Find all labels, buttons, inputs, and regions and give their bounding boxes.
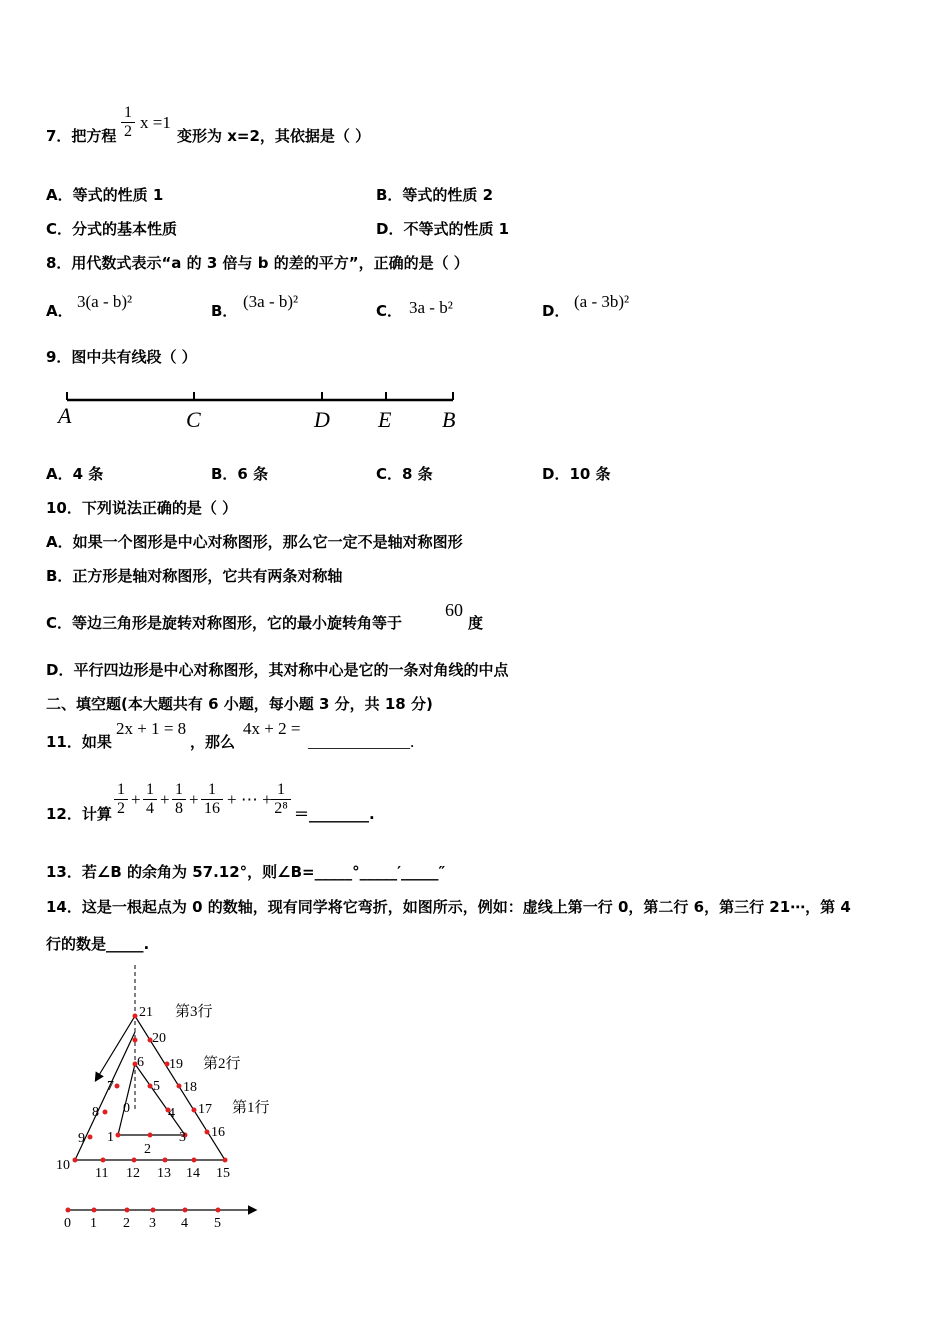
dot-6 <box>133 1038 138 1043</box>
q13-text: 13．若∠B 的余角为 57.12°，则∠B=_____°_____′_____″ <box>46 863 446 881</box>
q12-term-1 <box>114 781 128 818</box>
dot-11 <box>101 1158 106 1163</box>
q9-option-d: D．10 条 <box>542 465 611 483</box>
q9-segment-figure <box>50 385 470 435</box>
axis-tick-4: 4 <box>181 1216 188 1231</box>
q9-option-a: A．4 条 <box>46 465 104 483</box>
axis-dot-0 <box>66 1208 71 1213</box>
axis-tick-1: 1 <box>90 1216 97 1231</box>
axis-tick-3: 3 <box>149 1216 156 1231</box>
q9-option-c: C．8 条 <box>376 465 433 483</box>
q7-fraction <box>121 104 135 141</box>
dot-7 <box>115 1084 120 1089</box>
axis-dot-4 <box>183 1208 188 1213</box>
label-20: 20 <box>152 1031 166 1046</box>
dot-10 <box>73 1158 78 1163</box>
q11-mid: ，那么 <box>190 733 236 751</box>
label-13: 13 <box>157 1166 171 1181</box>
q10-option-a: A．如果一个图形是中心对称图形，那么它一定不是轴对称图形 <box>46 533 463 551</box>
q12-prefix: 12．计算 <box>46 805 112 823</box>
q9-stem: 9．图中共有线段（ ） <box>46 348 197 366</box>
q12-term-2-numerator: 1 <box>146 781 154 798</box>
dot-13 <box>163 1158 168 1163</box>
dot-17 <box>192 1108 197 1113</box>
label-9: 9 <box>78 1131 85 1146</box>
label-1: 1 <box>107 1130 114 1145</box>
axis-dot-5 <box>216 1208 221 1213</box>
q8-stem: 8．用代数式表示“a 的 3 倍与 b 的差的平方”，正确的是（ ） <box>46 254 469 272</box>
q8-expr-a: 3(a - b)² <box>77 292 133 311</box>
label-10: 10 <box>56 1158 70 1173</box>
q14-folded-number-line-figure <box>50 960 310 1235</box>
q11-expr-1: 2x + 1 = 8 <box>116 719 187 738</box>
q7-expression: x =1 <box>140 113 171 132</box>
label-12: 12 <box>126 1166 140 1181</box>
q7-option-a: A．等式的性质 1 <box>46 186 164 204</box>
dot-14 <box>192 1158 197 1163</box>
q14-line-1: 14．这是一根起点为 0 的数轴，现有同学将它弯折，如图所示，例如：虚线上第一行 0，第二行 6，第三行 21⋯，第 4 <box>46 898 851 916</box>
q12-plus-2: + <box>160 790 170 809</box>
q12-term-3 <box>172 781 186 818</box>
dot-18 <box>177 1084 182 1089</box>
q7-fraction-numerator: 1 <box>124 104 132 121</box>
label-17: 17 <box>198 1102 212 1117</box>
label-2: 2 <box>144 1142 151 1157</box>
q9-option-b: B．6 条 <box>211 465 269 483</box>
q12-equals-blank: ＝________. <box>294 805 375 823</box>
q7-option-d: D．不等式的性质 1 <box>376 220 510 238</box>
dot-8 <box>103 1110 108 1115</box>
dot-9 <box>88 1135 93 1140</box>
label-6: 6 <box>137 1055 144 1070</box>
q8-label-b: B． <box>211 302 238 320</box>
q8-label-c: C． <box>376 302 403 320</box>
label-0: 0 <box>123 1101 130 1116</box>
q10-option-c-value: 60 <box>445 600 463 620</box>
q11-expr-2: 4x + 2 = <box>243 719 301 738</box>
axis-dot-3 <box>151 1208 156 1213</box>
q12-term-4 <box>201 781 223 818</box>
dot-16 <box>205 1130 210 1135</box>
q12-dots: + ⋯ + <box>227 790 272 809</box>
q7-option-c: C．分式的基本性质 <box>46 220 178 238</box>
q9-point-b: B <box>442 407 456 432</box>
q10-option-c: C．等边三角形是旋转对称图形，它的最小旋转角等于 <box>46 614 403 632</box>
label-7: 7 <box>107 1079 114 1094</box>
q9-point-c: C <box>186 407 201 432</box>
q9-point-e: E <box>378 407 392 432</box>
q12-term-4-numerator: 1 <box>208 781 216 798</box>
row-label-1: 第1行 <box>232 1100 270 1116</box>
q12-term-2 <box>143 781 157 818</box>
dot-5 <box>148 1084 153 1089</box>
q8-label-d: D． <box>542 302 570 320</box>
dot-12 <box>132 1158 137 1163</box>
label-8: 8 <box>92 1105 99 1120</box>
q9-point-d: D <box>314 407 330 432</box>
dot-2 <box>148 1133 153 1138</box>
label-14: 14 <box>186 1166 200 1181</box>
dot-1 <box>116 1133 121 1138</box>
q12-term-1-numerator: 1 <box>117 781 125 798</box>
q7-suffix: 变形为 x=2，其依据是（ ） <box>177 127 371 145</box>
axis-dot-1 <box>92 1208 97 1213</box>
row-label-3: 第3行 <box>175 1004 213 1020</box>
label-15: 15 <box>216 1166 230 1181</box>
label-5: 5 <box>153 1079 160 1094</box>
label-21: 21 <box>139 1005 153 1020</box>
q12-term-4-denominator: 16 <box>201 799 223 818</box>
q8-expr-b: (3a - b)² <box>243 292 299 311</box>
label-19: 19 <box>169 1057 183 1072</box>
label-4: 4 <box>168 1106 175 1121</box>
q10-option-d: D．平行四边形是中心对称图形，其对称中心是它的一条对角线的中点 <box>46 661 509 679</box>
label-11: 11 <box>95 1166 109 1181</box>
label-18: 18 <box>183 1080 197 1095</box>
q12-term-3-numerator: 1 <box>175 781 183 798</box>
q7-prefix: 7．把方程 <box>46 127 117 145</box>
label-3: 3 <box>179 1130 186 1145</box>
axis-dot-2 <box>125 1208 130 1213</box>
q12-term-1-denominator: 2 <box>114 799 128 818</box>
q8-label-a: A． <box>46 302 73 320</box>
q11-prefix: 11．如果 <box>46 733 112 751</box>
label-16: 16 <box>211 1125 225 1140</box>
q7-fraction-denominator: 2 <box>121 122 135 141</box>
q12-term-5 <box>271 781 291 818</box>
q7-option-b: B．等式的性质 2 <box>376 186 494 204</box>
q10-option-b: B．正方形是轴对称图形，它共有两条对称轴 <box>46 567 343 585</box>
q12-term-5-denominator: 2⁸ <box>271 799 291 818</box>
q12-plus-3: + <box>189 790 199 809</box>
axis-tick-0: 0 <box>64 1216 71 1231</box>
q10-stem: 10．下列说法正确的是（ ） <box>46 499 238 517</box>
section-fill-in-title: 二、填空题(本大题共有 6 小题，每小题 3 分，共 18 分) <box>46 695 433 713</box>
q12-term-2-denominator: 4 <box>143 799 157 818</box>
q14-line-2: 行的数是_____. <box>46 935 150 953</box>
q8-expr-d: (a - 3b)² <box>574 292 630 311</box>
q8-expr-c: 3a - b² <box>409 298 453 317</box>
q10-option-c-suffix: 度 <box>468 614 484 632</box>
axis-tick-2: 2 <box>123 1216 130 1231</box>
dot-21 <box>133 1014 138 1019</box>
q12-term-3-denominator: 8 <box>172 799 186 818</box>
q12-term-5-numerator: 1 <box>277 781 285 798</box>
row-label-2: 第2行 <box>203 1056 241 1072</box>
inner-triangle <box>118 1064 185 1135</box>
q9-point-a: A <box>58 403 72 428</box>
axis-tick-5: 5 <box>214 1216 221 1231</box>
q11-blank: ____________. <box>308 732 415 751</box>
q12-plus-1: + <box>131 790 141 809</box>
outer-arrow-line <box>96 1016 135 1080</box>
dot-15 <box>223 1158 228 1163</box>
